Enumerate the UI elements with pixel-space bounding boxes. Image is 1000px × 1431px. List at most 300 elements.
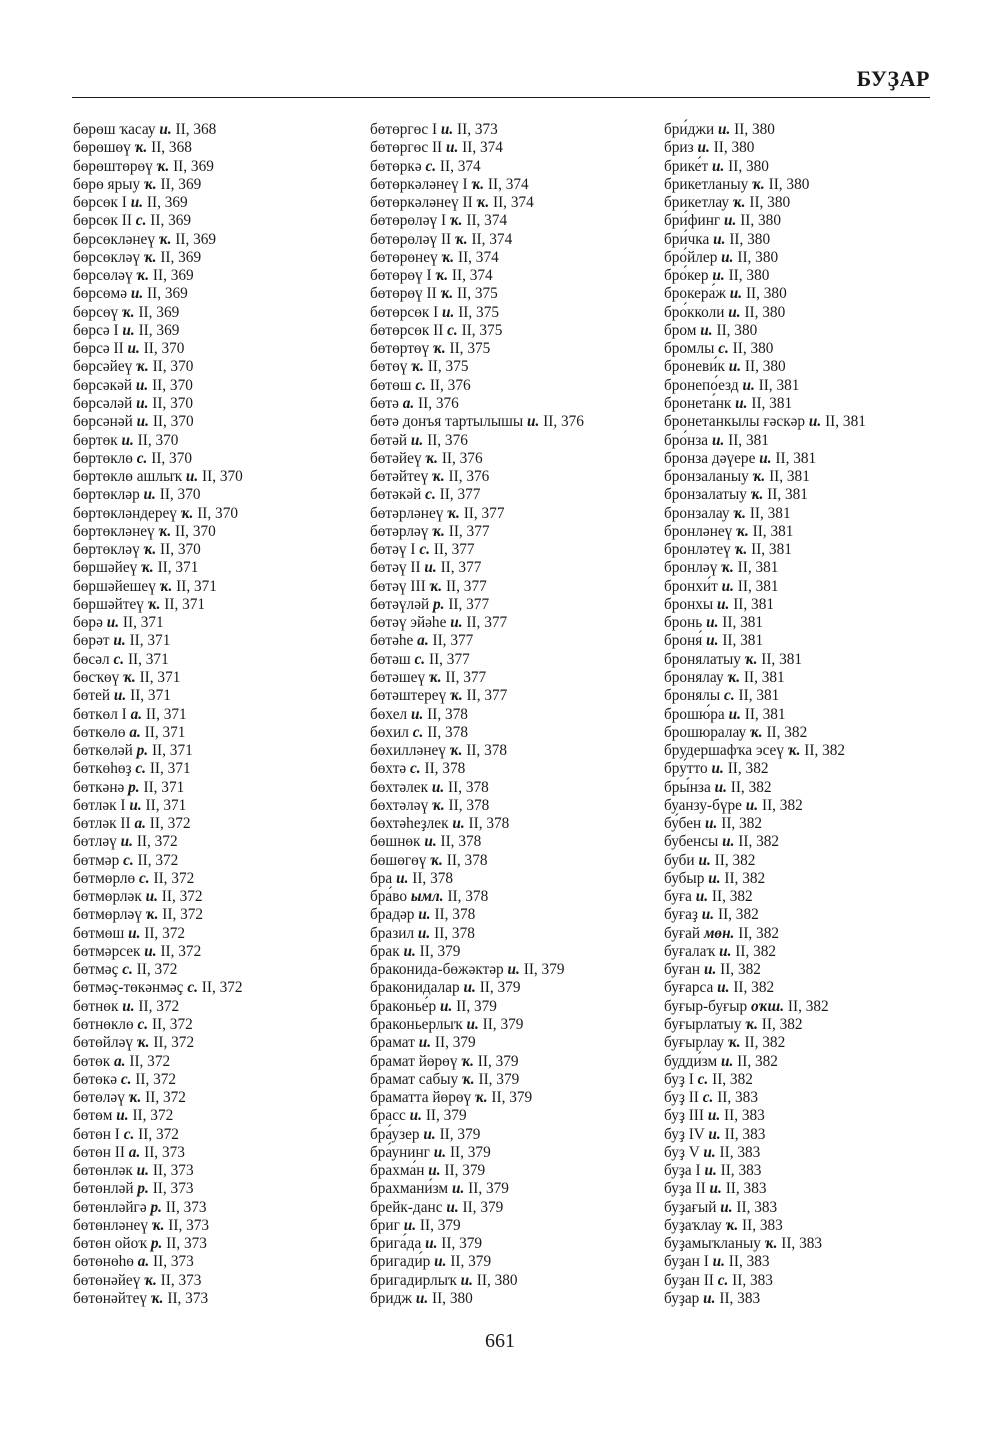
grammar-label: ҡ. <box>441 248 455 266</box>
headword: буғырлатыу <box>664 1016 742 1034</box>
page-reference: II, 370 <box>151 449 193 467</box>
page-reference: II, 381 <box>775 449 817 467</box>
page-reference: II, 368 <box>175 121 217 138</box>
grammar-label: ҡ. <box>433 340 446 358</box>
grammar-label: и. <box>728 705 741 723</box>
page-reference: II, 373 <box>144 1143 185 1161</box>
index-entry <box>73 1126 373 1144</box>
headword: бөрсөк II <box>73 212 132 230</box>
index-entry <box>370 231 670 249</box>
headword: бөрөш ҡасау <box>73 121 156 138</box>
headword: бөтмәҫ <box>73 961 119 979</box>
page-reference: II, 381 <box>769 468 810 486</box>
headword: буға <box>664 888 692 906</box>
page-reference: II, 379 <box>491 1089 533 1107</box>
page-reference: II, 379 <box>456 997 497 1015</box>
grammar-label: ҡ. <box>158 522 172 540</box>
headword: бөтәрләнеү <box>370 504 444 522</box>
page-reference: II, 371 <box>127 650 169 668</box>
page-reference: II, 379 <box>479 979 521 997</box>
index-entry <box>664 833 934 851</box>
index-entry <box>370 943 670 961</box>
index-entry <box>73 724 373 742</box>
grammar-label: р. <box>137 1180 149 1198</box>
headword: бөтмәҫ-төкәнмәҫ <box>73 979 184 997</box>
headword: бөхел <box>370 705 408 723</box>
grammar-label: и. <box>128 924 141 942</box>
index-entry <box>664 815 934 833</box>
index-entry <box>370 1016 670 1034</box>
grammar-label: р. <box>128 778 140 796</box>
page-reference: II, 370 <box>152 358 194 376</box>
index-entry <box>664 779 934 797</box>
page-reference: II, 380 <box>728 267 770 285</box>
page-reference: II, 372 <box>153 1034 195 1052</box>
index-entry <box>664 1253 934 1271</box>
page-reference: II, 371 <box>143 778 185 796</box>
headword: бөрә <box>73 614 103 632</box>
grammar-label: и. <box>121 431 134 449</box>
headword: бөтәү II <box>370 559 421 577</box>
grammar-label: и. <box>452 815 465 833</box>
grammar-label: и. <box>450 614 463 632</box>
index-entry <box>73 797 373 815</box>
grammar-label: ҡ. <box>411 358 424 376</box>
index-entry <box>370 505 670 523</box>
grammar-label: и. <box>721 577 734 595</box>
grammar-label: и. <box>526 413 540 431</box>
page-reference: II, 382 <box>712 1070 753 1088</box>
headword: бро́кколи <box>664 303 725 321</box>
page-reference: II, 381 <box>758 376 800 394</box>
index-entry <box>664 888 934 906</box>
index-entry <box>370 486 670 504</box>
grammar-label: и. <box>113 687 127 705</box>
headword: буанзу-бүре <box>664 796 742 814</box>
index-entry <box>664 1053 934 1071</box>
headword: бөрө ярыу <box>73 175 141 193</box>
grammar-label: и. <box>703 1143 716 1161</box>
index-entry <box>370 121 670 139</box>
page-reference: II, 379 <box>450 1253 492 1271</box>
headword: бөхтәләү <box>370 796 429 814</box>
page-reference: II, 380 <box>768 175 810 193</box>
headword: буҙ IV <box>664 1125 705 1143</box>
grammar-label: ҡ. <box>159 577 173 595</box>
page-reference: II, 381 <box>761 650 803 668</box>
grammar-label: оҡш. <box>751 997 785 1015</box>
grammar-label: ҡ. <box>447 504 460 522</box>
index-entry <box>370 614 670 632</box>
index-entry <box>664 706 934 724</box>
grammar-label: и. <box>136 1162 149 1180</box>
page-reference: II, 382 <box>721 815 763 833</box>
index-entry <box>370 377 670 395</box>
grammar-label: а. <box>417 632 429 650</box>
headword: бөтәшеү <box>370 668 426 686</box>
headword: буғырлау <box>664 1034 725 1052</box>
index-entry <box>370 596 670 614</box>
headword: бубыр <box>664 869 705 887</box>
grammar-label: ҡ. <box>474 1089 488 1107</box>
page-reference: II, 373 <box>160 1271 202 1289</box>
page-reference: II, 381 <box>722 632 764 650</box>
index-entry <box>370 432 670 450</box>
page-reference: II, 374 <box>457 248 499 266</box>
page-reference: II, 377 <box>445 577 487 595</box>
headword: бөрсәйеү <box>73 358 133 376</box>
headword: бронь <box>664 614 703 632</box>
page-number: 661 <box>485 1330 515 1352</box>
grammar-label: и. <box>434 1253 447 1271</box>
page-reference: II, 381 <box>738 687 780 705</box>
index-entry <box>370 1107 670 1125</box>
index-entry <box>370 961 670 979</box>
grammar-label: и. <box>120 833 133 851</box>
grammar-label: и. <box>451 1180 465 1198</box>
grammar-label: и. <box>697 139 710 157</box>
page-reference: II, 370 <box>152 394 194 412</box>
page-reference: II, 372 <box>132 1107 174 1125</box>
index-entry <box>73 1053 373 1071</box>
grammar-label: с. <box>425 486 436 504</box>
headword: брикетлау <box>664 194 730 212</box>
index-entry <box>370 267 670 285</box>
grammar-label: и. <box>127 340 140 358</box>
grammar-label: и. <box>122 321 135 339</box>
headword: бөршәйтеү <box>73 595 144 613</box>
page-reference: II, 375 <box>427 358 469 376</box>
page-reference: II, 371 <box>145 705 187 723</box>
index-entry <box>73 742 373 760</box>
grammar-label: и. <box>433 1143 447 1161</box>
index-entry <box>370 1290 670 1308</box>
headword: буҙаҡлау <box>664 1216 722 1234</box>
headword: бөтөнләй <box>73 1180 134 1198</box>
grammar-label: ҡ. <box>454 230 468 248</box>
page-reference: II, 369 <box>160 175 202 193</box>
headword: бөтөнләйгә <box>73 1198 147 1216</box>
page-reference: II, 379 <box>419 942 461 960</box>
headword: бөртөк <box>73 431 118 449</box>
grammar-label: с. <box>447 321 458 339</box>
index-entry <box>370 1199 670 1217</box>
page-reference: II, 374 <box>466 212 508 230</box>
grammar-label: ҡ. <box>435 267 449 285</box>
index-column-2 <box>370 121 670 1308</box>
index-entry <box>664 249 934 267</box>
headword: бөрөшөү <box>73 139 131 157</box>
page-reference: II, 377 <box>445 668 487 686</box>
grammar-label: и. <box>116 1107 129 1125</box>
header-rule <box>72 97 930 98</box>
page-reference: II, 371 <box>176 577 217 595</box>
index-entry <box>73 395 373 413</box>
grammar-label: с. <box>718 340 729 358</box>
headword: бөтәү I <box>370 541 416 559</box>
index-entry <box>664 304 934 322</box>
headword: бридж <box>370 1290 412 1307</box>
grammar-label: и. <box>745 796 759 814</box>
index-entry <box>73 578 373 596</box>
page-reference: II, 377 <box>463 504 505 522</box>
index-entry <box>370 833 670 851</box>
page-reference: II, 380 <box>740 212 781 230</box>
grammar-label: мөн. <box>703 924 735 942</box>
headword: бөтнөк <box>73 997 119 1015</box>
index-entry <box>664 432 934 450</box>
headword: брамат сабыу <box>370 1070 459 1088</box>
index-entry <box>370 906 670 924</box>
headword: буғаҙ <box>664 906 698 924</box>
index-entry <box>73 486 373 504</box>
headword: бөрсә II <box>73 340 124 358</box>
index-entry <box>73 249 373 267</box>
page-reference: II, 383 <box>717 1089 758 1107</box>
grammar-label: ҡ. <box>128 1089 142 1107</box>
page-reference: II, 381 <box>752 522 794 540</box>
index-entry <box>664 1180 934 1198</box>
grammar-label: ҡ. <box>752 175 765 193</box>
headword: бригади́р <box>370 1253 431 1271</box>
grammar-label: и. <box>418 1034 432 1052</box>
page-reference: II, 371 <box>144 723 186 741</box>
page-reference: II, 376 <box>429 376 471 394</box>
headword: брадәр <box>370 906 415 924</box>
grammar-label: а. <box>128 1143 141 1161</box>
grammar-label: с. <box>425 157 437 175</box>
headword: бөтөрөү I <box>370 267 432 285</box>
page-reference: II, 370 <box>143 340 185 358</box>
grammar-label: и. <box>445 139 459 157</box>
index-entry <box>73 1199 373 1217</box>
headword: бөтөрөнеү <box>370 248 438 266</box>
headword: бөтөрөү II <box>370 285 437 303</box>
headword: бөхил <box>370 723 409 741</box>
grammar-label: ҡ. <box>733 504 746 522</box>
page-reference: II, 369 <box>150 212 192 230</box>
index-entry <box>370 358 670 376</box>
grammar-label: и. <box>719 942 732 960</box>
index-entry <box>73 1253 373 1271</box>
headword: бөрсөләү <box>73 267 133 285</box>
headword: бөтөртөү <box>370 340 430 358</box>
grammar-label: и. <box>423 1125 436 1143</box>
headword: брамат йөрөү <box>370 1052 458 1070</box>
page-reference: II, 371 <box>164 595 206 613</box>
grammar-label: ҡ. <box>136 267 150 285</box>
headword: бронялы <box>664 687 721 705</box>
grammar-label: и. <box>711 431 725 449</box>
page-reference: II, 383 <box>724 1107 765 1125</box>
headword: брахмани́зм <box>370 1180 449 1198</box>
headword: брига́да <box>370 1235 422 1253</box>
grammar-label: и. <box>129 796 142 814</box>
page-reference: II, 381 <box>722 614 764 632</box>
page-reference: II, 378 <box>448 796 490 814</box>
grammar-label: ҡ. <box>141 559 154 577</box>
page-reference: II, 382 <box>711 888 753 906</box>
headword: бөтәкәй <box>370 486 422 504</box>
index-entry <box>664 724 934 742</box>
page-reference: II, 378 <box>448 778 489 796</box>
index-entry <box>370 1272 670 1290</box>
index-entry <box>370 1034 670 1052</box>
headword: буҙан I <box>664 1253 709 1271</box>
headword: бөтөм <box>73 1107 113 1125</box>
index-entry <box>73 669 373 687</box>
index-entry <box>370 1253 670 1271</box>
index-entry <box>73 614 373 632</box>
page-reference: II, 377 <box>439 486 481 504</box>
page-reference: II, 372 <box>149 815 191 833</box>
page-reference: II, 371 <box>145 796 187 814</box>
headword: бра́узер <box>370 1125 420 1143</box>
index-entry <box>664 468 934 486</box>
page-reference: II, 382 <box>744 1034 786 1052</box>
headword: бро́йлер <box>664 248 718 266</box>
page-reference: II, 379 <box>468 1180 509 1198</box>
index-entry <box>73 815 373 833</box>
headword: брокера́ж <box>664 285 726 303</box>
grammar-label: и. <box>185 468 199 486</box>
grammar-label: с. <box>724 687 735 705</box>
page-reference: II, 383 <box>728 1253 770 1271</box>
grammar-label: ҡ. <box>462 1070 475 1088</box>
grammar-label: с. <box>415 376 426 394</box>
index-entry <box>73 139 373 157</box>
page-reference: II, 380 <box>749 194 791 212</box>
grammar-label: ҡ. <box>764 1235 778 1253</box>
index-entry <box>73 833 373 851</box>
headword: буҙ II <box>664 1089 699 1107</box>
page-reference: II, 382 <box>737 1052 778 1070</box>
page-reference: II, 379 <box>462 1198 504 1216</box>
grammar-label: ҡ. <box>727 1034 741 1052</box>
grammar-label: ҡ. <box>151 1216 165 1234</box>
grammar-label: с. <box>135 760 146 778</box>
headword: бөткөһөҙ <box>73 760 132 778</box>
headword: бөтмәр <box>73 851 120 869</box>
grammar-label: с. <box>136 449 148 467</box>
running-head: БУҘАР <box>856 66 930 91</box>
page-reference: II, 369 <box>152 267 194 285</box>
headword: бөрсә I <box>73 321 119 339</box>
index-entry <box>370 413 670 431</box>
index-entry <box>664 632 934 650</box>
headword: бөтәш <box>370 650 411 668</box>
headword: брудершафҡа эсеү <box>664 742 784 760</box>
headword: брак <box>370 942 400 960</box>
grammar-label: и. <box>728 303 741 321</box>
index-entry <box>370 632 670 650</box>
headword: бронялатыу <box>664 650 741 668</box>
index-entry <box>370 1144 670 1162</box>
page-reference: II, 381 <box>728 431 769 449</box>
headword: буҙар <box>664 1290 700 1307</box>
index-entry <box>664 1290 934 1308</box>
grammar-label: с. <box>123 851 134 869</box>
page-reference: II, 376 <box>448 468 490 486</box>
headword: бра́во <box>370 888 407 906</box>
headword: бөтләк I <box>73 796 126 814</box>
index-entry <box>73 943 373 961</box>
index-entry <box>370 1053 670 1071</box>
page-reference: II, 383 <box>720 1162 762 1180</box>
headword: брикетланыу <box>664 175 749 193</box>
grammar-label: и. <box>396 869 409 887</box>
grammar-label: и. <box>410 431 424 449</box>
grammar-label: и. <box>415 1290 429 1307</box>
grammar-label: и. <box>463 979 476 997</box>
headword: бри́чка <box>664 230 710 248</box>
headword: бронепо́езд <box>664 376 739 394</box>
page-reference: II, 371 <box>151 742 193 760</box>
grammar-label: и. <box>707 1107 721 1125</box>
page-reference: II, 374 <box>471 230 513 248</box>
index-entry <box>664 413 934 431</box>
index-entry <box>664 158 934 176</box>
page-reference: II, 373 <box>165 1198 207 1216</box>
headword: бөтөк <box>73 1052 111 1070</box>
grammar-label: ҡ. <box>158 230 172 248</box>
index-entry <box>73 760 373 778</box>
page-reference: II, 379 <box>477 1052 519 1070</box>
grammar-label: ҡ. <box>449 212 463 230</box>
headword: бөсәл <box>73 650 110 668</box>
index-entry <box>73 1162 373 1180</box>
headword: брейк-данс <box>370 1198 443 1216</box>
grammar-label: с. <box>137 1016 149 1034</box>
grammar-label: и. <box>703 1290 716 1307</box>
index-entry <box>73 304 373 322</box>
page-reference: II, 382 <box>727 760 769 778</box>
headword: бөршәйеү <box>73 559 138 577</box>
headword: бөтөрсөк I <box>370 303 439 321</box>
headword: бронетанкылы ғәскәр <box>664 413 806 431</box>
index-entry <box>664 212 934 230</box>
index-entry <box>73 432 373 450</box>
headword: бронета́нк <box>664 394 732 412</box>
index-entry <box>370 779 670 797</box>
index-entry <box>73 1235 373 1253</box>
index-entry <box>664 523 934 541</box>
index-entry <box>370 1071 670 1089</box>
page-reference: II, 372 <box>136 961 178 979</box>
page-reference: II, 383 <box>736 1198 778 1216</box>
index-entry <box>664 1144 934 1162</box>
page-reference: II, 380 <box>744 303 786 321</box>
index-entry <box>664 1126 934 1144</box>
index-entry <box>73 1217 373 1235</box>
page-reference: II, 382 <box>714 851 756 869</box>
grammar-label: ҡ. <box>425 449 438 467</box>
index-entry <box>664 541 934 559</box>
headword: бөтөркәләнеү II <box>370 194 473 212</box>
page-reference: II, 380 <box>734 121 775 138</box>
index-entry <box>370 797 670 815</box>
headword: брошюралау <box>664 723 747 741</box>
page-reference: II, 382 <box>738 833 780 851</box>
grammar-label: и. <box>442 303 455 321</box>
headword: брахма́н <box>370 1162 425 1180</box>
headword: брошю́ра <box>664 705 725 723</box>
page-reference: II, 372 <box>153 869 195 887</box>
headword: браконидалар <box>370 979 460 997</box>
index-entry <box>664 1272 934 1290</box>
headword: браконьерлыҡ <box>370 1016 463 1034</box>
index-entry <box>73 1272 373 1290</box>
